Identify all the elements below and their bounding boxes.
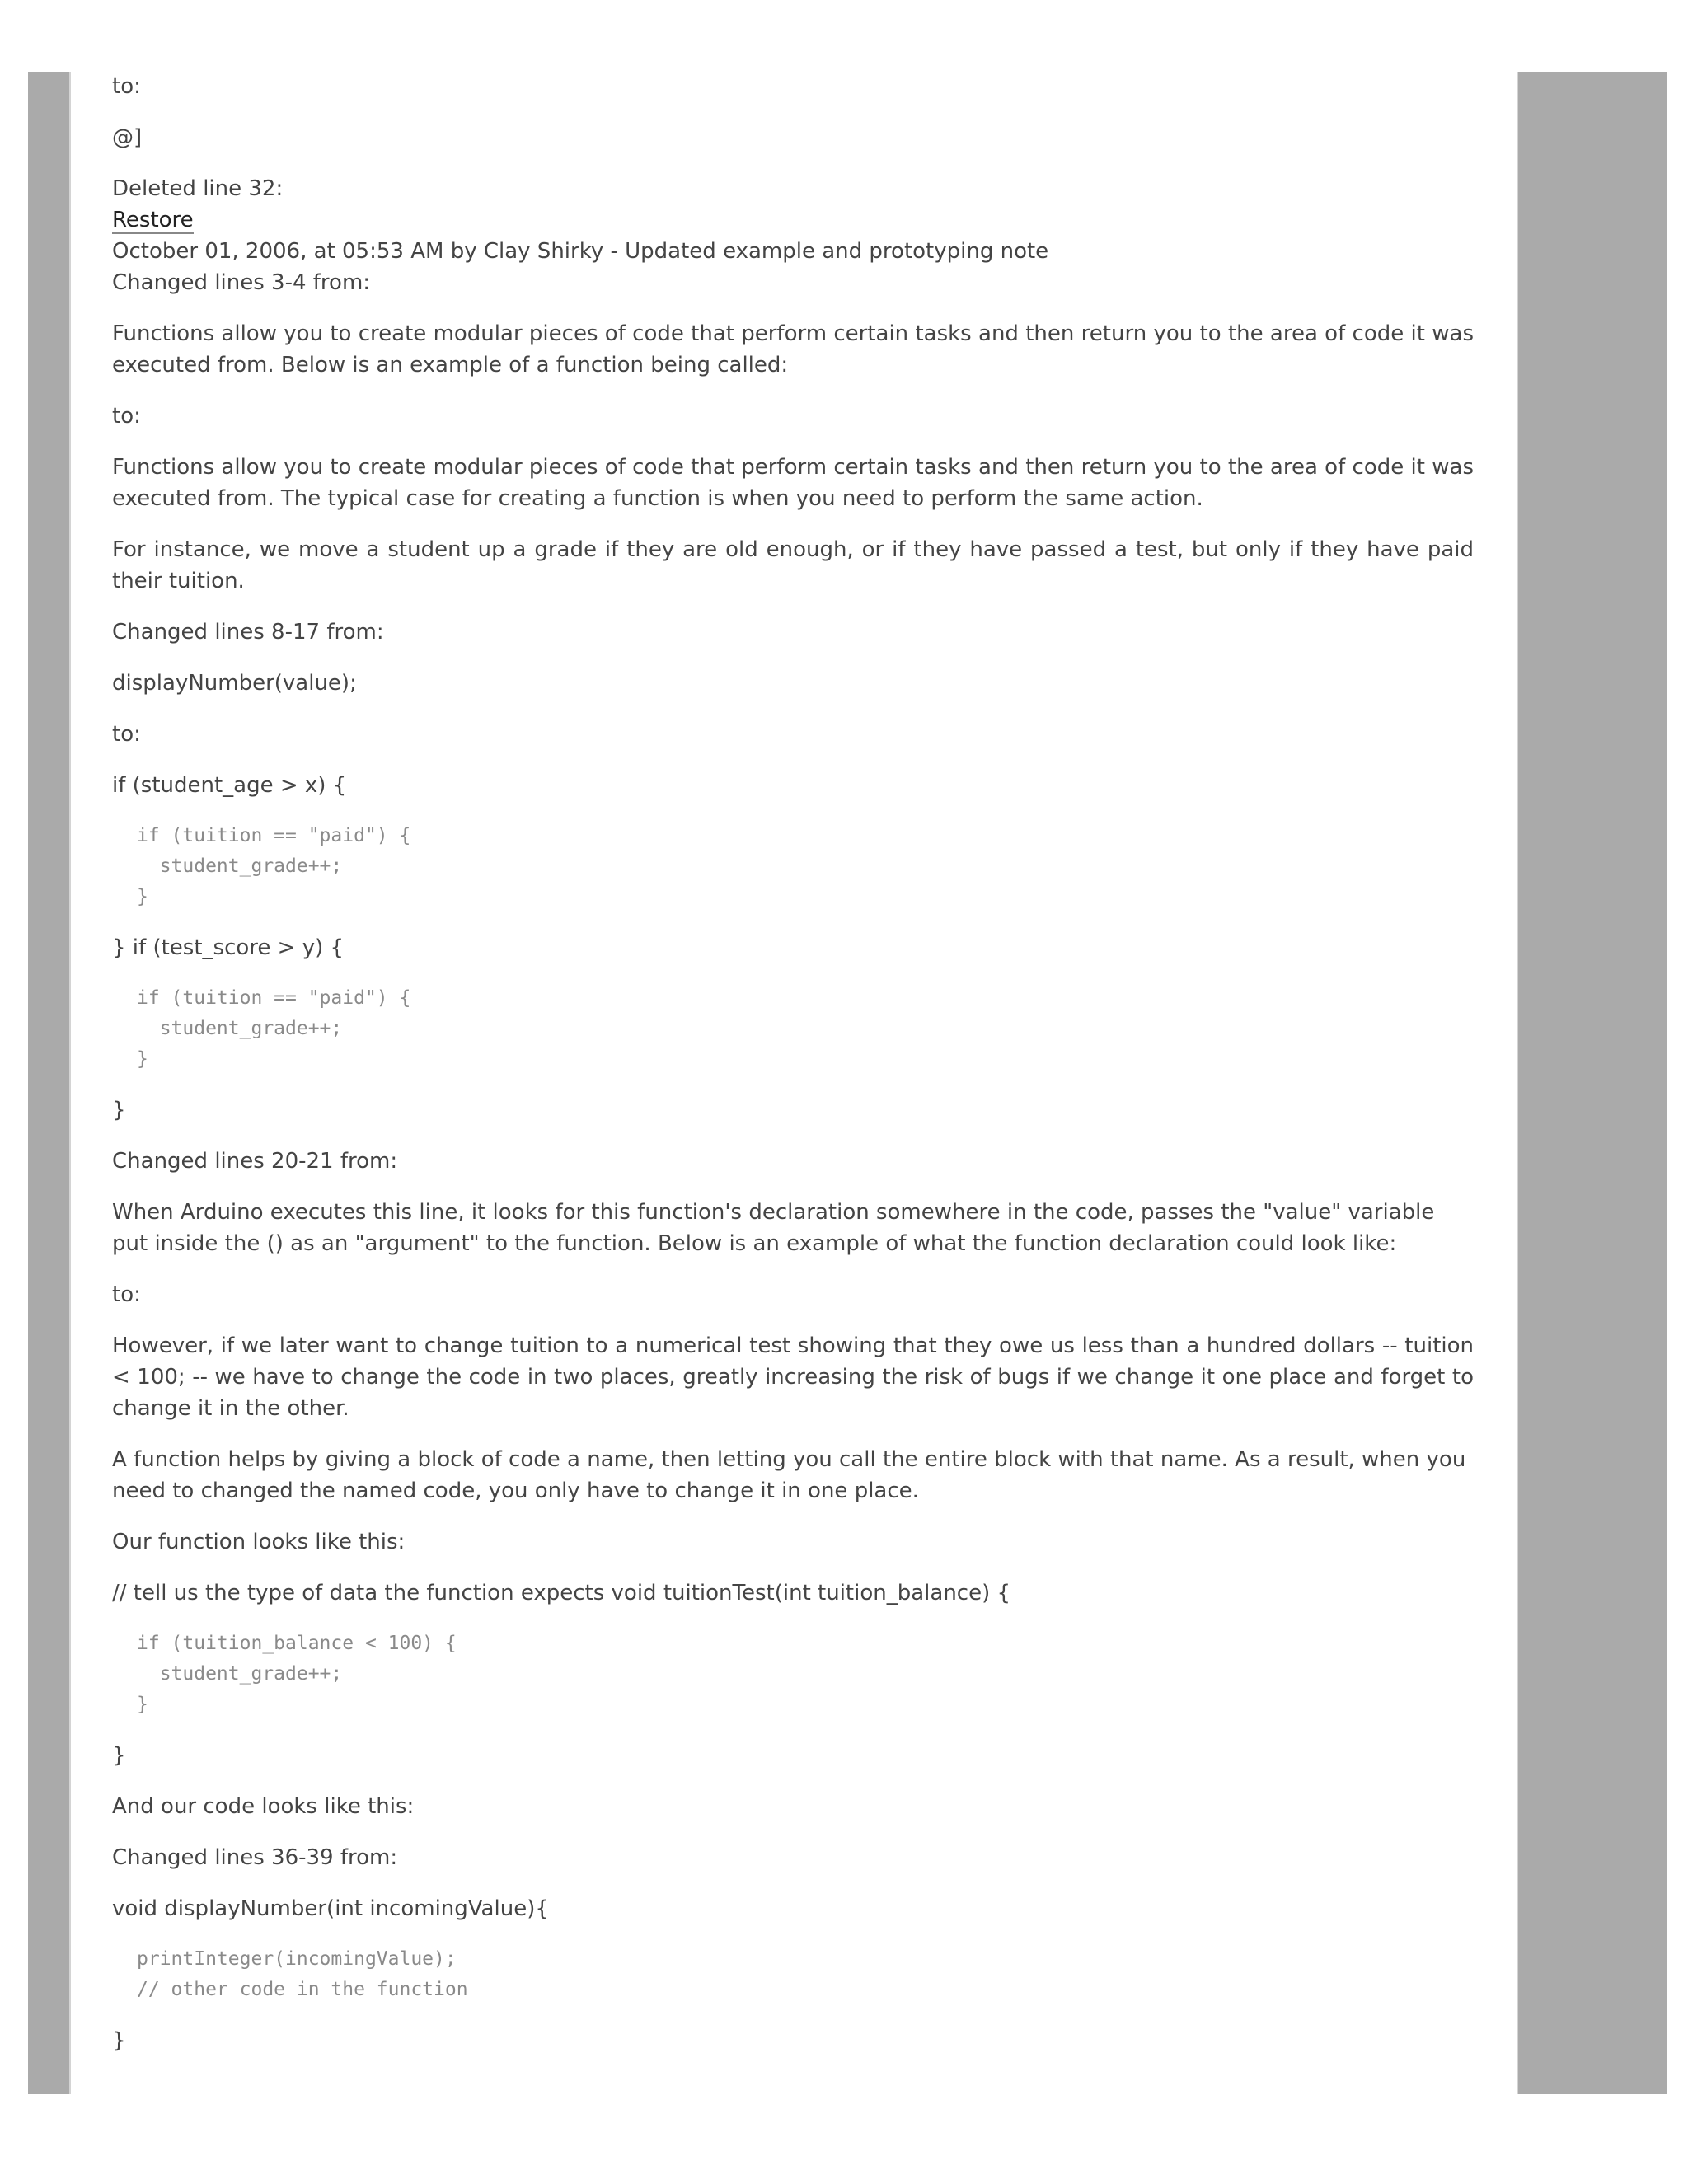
left-sidebar-rail: [28, 72, 71, 2094]
code-block: printInteger(incomingValue); // other code in the function: [137, 1948, 468, 2000]
diff-to-label: to:: [112, 404, 141, 429]
arduino-paragraph: When Arduino executes this line, it looks for this function's declaration somewhere in the code, passes the "value" variable put inside the () as an "argument" to the function. Below is an example of what the function declaration could look like:: [112, 1200, 1435, 1256]
changed-lines-label: Changed lines 20-21 from:: [112, 1149, 398, 1174]
changed-lines-label: Changed lines 8-17 from:: [112, 620, 384, 644]
instance-paragraph: For instance, we move a student up a grade if they are old enough, or if they have passed a test, but only if they have paid their tuition.: [112, 537, 1474, 593]
diff-code-end-marker: @]: [112, 125, 143, 150]
diff-to-label: to:: [112, 1282, 141, 1307]
our-code-label: And our code looks like this:: [112, 1794, 415, 1819]
changed-lines-label: Changed lines 3-4 from:: [112, 270, 371, 295]
code-block: if (tuition_balance < 100) { student_grade++; }: [137, 1633, 457, 1715]
close-brace-line: }: [112, 1743, 126, 1768]
diff-to-label: to:: [112, 722, 141, 747]
function-helps-paragraph: A function helps by giving a block of code a name, then letting you call the entire block with that name. As a result, when you need to changed the named code, you only have to change it in one place.: [112, 1447, 1466, 1503]
void-display-line: void displayNumber(int incomingValue){: [112, 1896, 549, 1921]
close-brace-line: }: [112, 2028, 126, 2053]
display-number-call: displayNumber(value);: [112, 671, 357, 696]
diff-history-content: [112, 71, 1474, 2076]
code-block: if (tuition == "paid") { student_grade++; }: [137, 825, 411, 907]
code-block: if (tuition == "paid") { student_grade++; }: [137, 987, 411, 1070]
close-brace-line: }: [112, 1098, 126, 1122]
old-functions-paragraph: Functions allow you to create modular pieces of code that perform certain tasks and then return you to the area of code it was executed from. Below is an example of a function being called:: [112, 321, 1474, 377]
diff-to-label: to:: [112, 74, 141, 99]
deleted-line-label: Deleted line 32:: [112, 176, 284, 201]
right-sidebar-rail: [1517, 72, 1667, 2094]
tell-us-line: // tell us the type of data the function expects void tuitionTest(int tuition_balance) {: [112, 1581, 1011, 1605]
changed-lines-label: Changed lines 36-39 from:: [112, 1845, 398, 1870]
however-paragraph: However, if we later want to change tuition to a numerical test showing that they owe us less than a hundred dollars -- tuition < 100; -- we have to change the code in two places, greatly increasing the risk of bugs if we change it one place and forget to change it in the other.: [112, 1333, 1474, 1421]
restore-link[interactable]: Restore: [112, 208, 194, 232]
if-test-score-line: } if (test_score > y) {: [112, 935, 345, 960]
if-student-age-line: if (student_age > x) {: [112, 773, 347, 798]
revision-meta: October 01, 2006, at 05:53 AM by Clay Shirky - Updated example and prototyping note: [112, 239, 1049, 264]
new-functions-paragraph: Functions allow you to create modular pieces of code that perform certain tasks and then return you to the area of code it was executed from. The typical case for creating a function is when you need to perform the same action.: [112, 455, 1474, 511]
our-function-label: Our function looks like this:: [112, 1530, 406, 1554]
